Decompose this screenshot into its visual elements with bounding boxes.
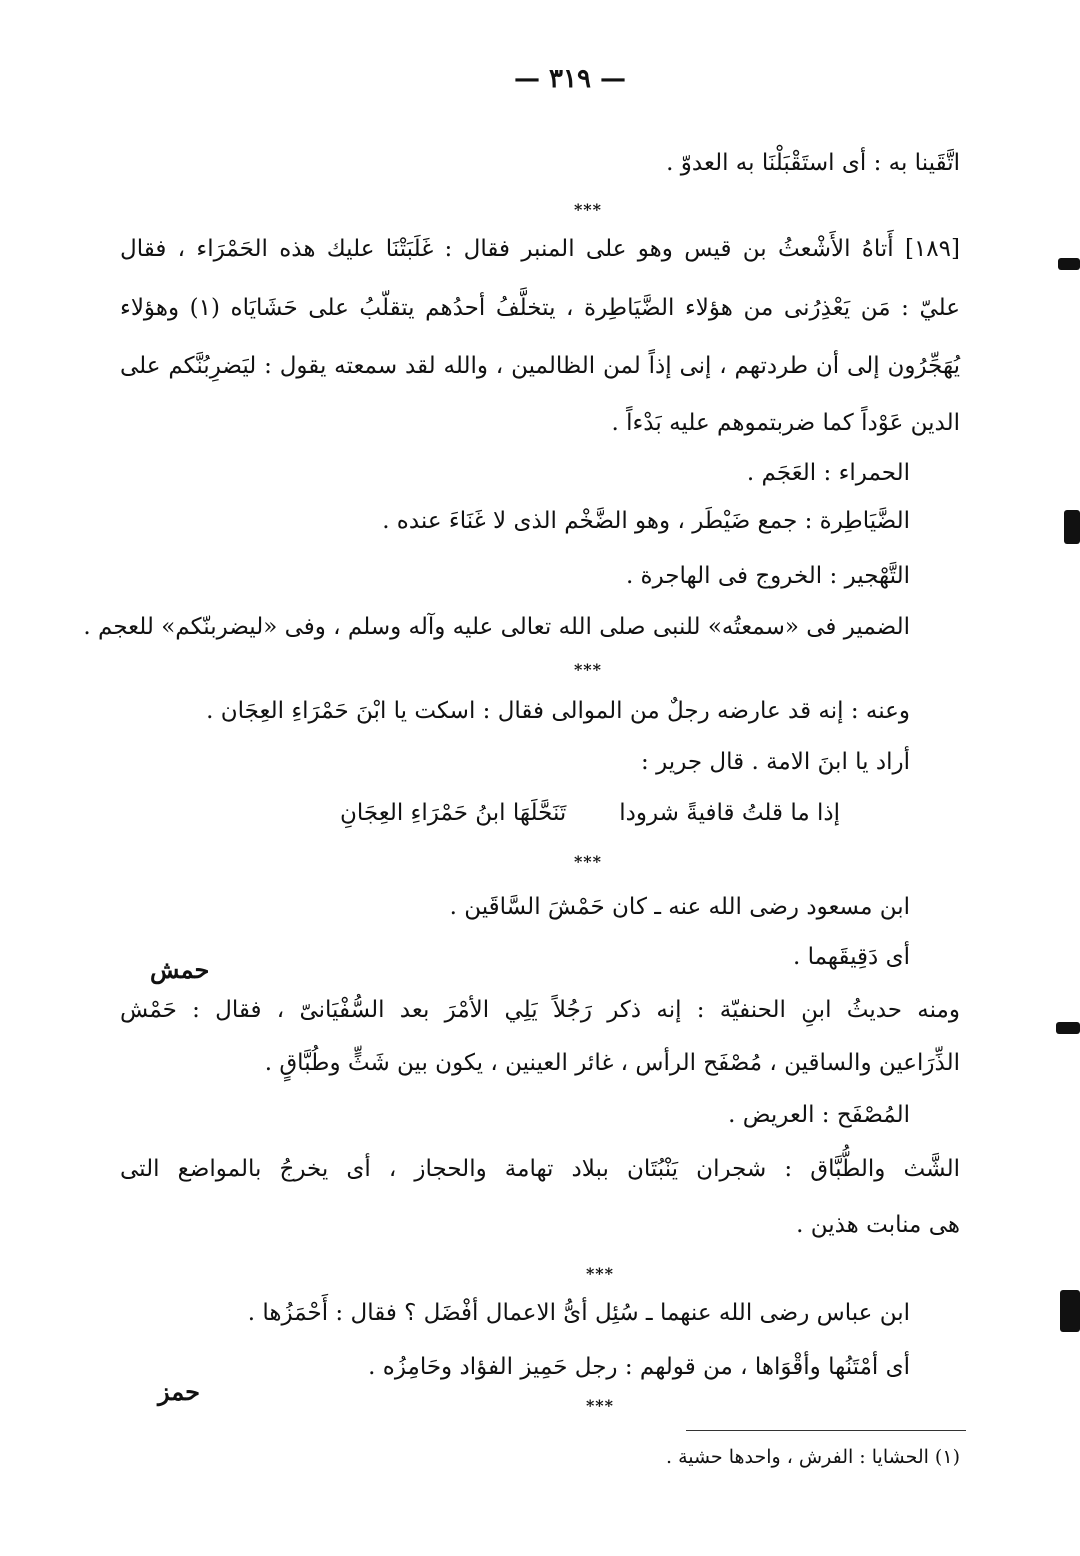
text-line: اتَّقَينا به : أى استَقْبَلْنَا به العدوّ . — [666, 150, 960, 176]
text-line: ومنه حديثُ ابنِ الحنفيّة : إنه ذكر رَجُلاً يَلِي الأمْرَ بعد السُّفْيَانىّ ، فقال : حَمْش — [120, 997, 960, 1023]
section-separator: *** — [585, 1396, 615, 1415]
margin-keyword: حمش — [150, 955, 210, 984]
scan-edge-mark — [1056, 1022, 1080, 1034]
text-line: التَّهْجير : الخروج فى الهاجرة . — [625, 563, 910, 589]
text-line: ابن مسعود رضى الله عنه ـ كان حَمْشَ السَّاقَين . — [449, 894, 910, 920]
section-separator: *** — [573, 200, 603, 219]
text-line: الشَّث والطُّبَّاق : شجران يَنْبُتَان ببلاد تهامة والحجاز ، أى يخرجُ بالمواضع التى — [120, 1156, 960, 1182]
text-line: عليّ : مَن يَعْذِرُنى من هؤلاء الضَّيَاطِرة ، يتخلَّفُ أحدُهم يتقلّبُ على حَشَايَاه (١) وهؤلاء — [120, 295, 960, 321]
text-line: ابن عباس رضى الله عنهما ـ سُئِل أىُّ الاعمال أفْضَل ؟ فقال : أَحْمَزُها . — [247, 1300, 910, 1326]
text-line: أى دَقِيقَهما . — [792, 944, 910, 970]
footnote-divider — [686, 1430, 966, 1431]
poem-hemistich-first: إذا ما قلتُ قافيةً شرودا — [619, 800, 840, 826]
text-line: المُصْفَح : العريض . — [728, 1102, 910, 1128]
text-line: الضَّيَاطِرة : جمع ضَيْطَر ، وهو الضَّخْم الذى لا غَنَاءَ عنده . — [382, 508, 910, 534]
text-line: الدين عَوْداً كما ضربتموهم عليه بَدْءاً . — [611, 410, 960, 436]
poem-hemistich-second: تَنَحَّلَهَا ابنُ حَمْرَاءِ العِجَانِ — [340, 800, 567, 826]
margin-keyword: حمز — [158, 1377, 200, 1406]
text-line: أى أمْتَنُها وأقْوَاها ، من قولهم : رجل حَمِيز الفؤاد وحَامِزُه . — [368, 1354, 910, 1380]
scan-edge-mark — [1064, 510, 1080, 544]
section-separator: *** — [585, 1264, 615, 1283]
scan-edge-mark — [1058, 258, 1080, 270]
section-separator: *** — [573, 660, 603, 679]
text-line: الضمير فى «سمعتُه» للنبى صلى الله تعالى عليه وآله وسلم ، وفى «ليضربنّكم» للعجم . — [83, 614, 910, 640]
text-line: يُهَجِّرُون إلى أن طردتهم ، إنى إذاً لمن الظالمين ، والله لقد سمعته يقول : ليَضرِبُنَّكم على — [120, 353, 960, 379]
text-line: الحمراء : العَجَم . — [746, 460, 910, 486]
text-line: [١٨٩] أَتاهُ الأَشْعثُ بن قيس وهو على المنبر فقال : غَلَبَتْنَا عليك هذه الحَمْرَاء ، فقال — [120, 236, 960, 262]
scan-edge-mark — [1060, 1290, 1080, 1332]
footnote: (١) الحشايا : الفرش ، واحدها حشية . — [665, 1446, 960, 1468]
section-separator: *** — [573, 852, 603, 871]
text-line: الذِّرَاعين والساقين ، مُصْفَح الرأس ، غائر العينين ، يكون بين شَثٍّ وطُبَّاقٍ . — [264, 1050, 960, 1076]
text-line: أراد يا ابنَ الامة . قال جرير : — [641, 749, 910, 775]
page-number: — ٣١٩ — — [513, 64, 627, 94]
text-line: وعنه : إنه قد عارضه رجلٌ من الموالى فقال : اسكت يا ابْنَ حَمْرَاءِ العِجَان . — [206, 698, 910, 724]
text-line: هى منابت هذين . — [796, 1212, 960, 1238]
